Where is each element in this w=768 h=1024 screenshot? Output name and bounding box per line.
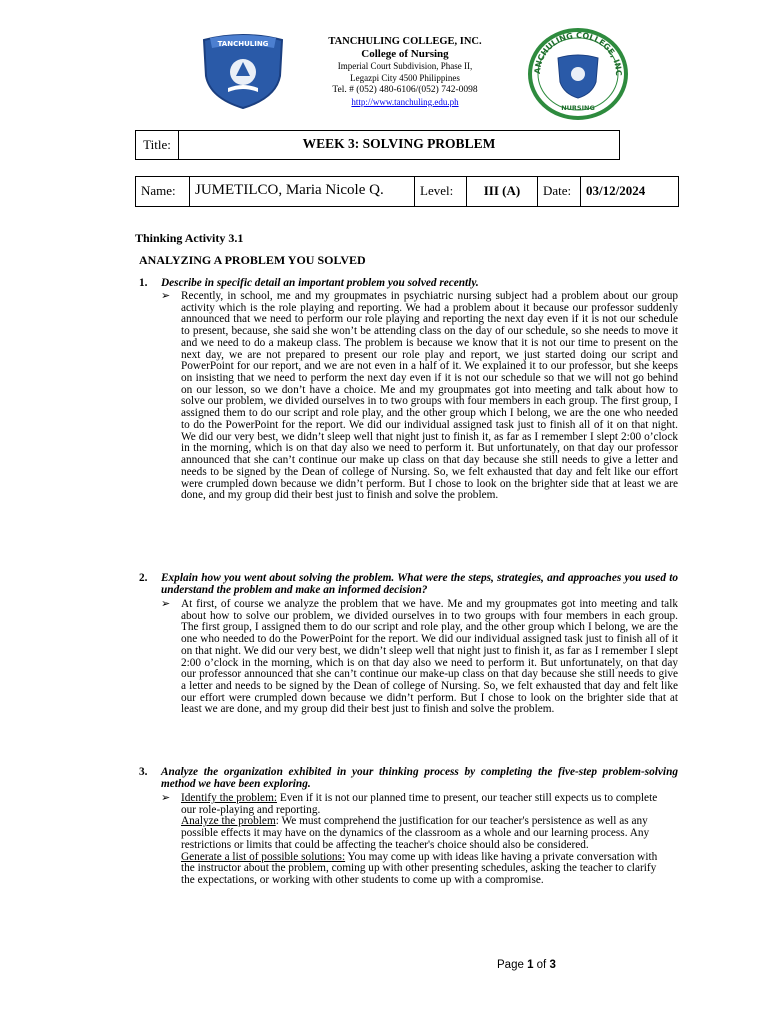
arrow-bullet-icon: ➢ — [161, 598, 171, 610]
institution-name: TANCHULING COLLEGE, INC. — [328, 36, 482, 47]
logo-left-text: TANCHULING — [217, 40, 269, 48]
step-generate — [181, 852, 666, 887]
question-2 — [139, 572, 678, 596]
document-title: WEEK 3: SOLVING PROBLEM — [302, 136, 496, 151]
question-text: Analyze the organization exhibited in your thinking process by completing the five-step problem-solving method we have been exploring. — [161, 766, 678, 790]
question-text: Explain how you went about solving the problem. What were the steps, strategies, and approaches you used to understand the problem and make an informed decision? — [161, 572, 678, 596]
student-name: JUMETILCO, Maria Nicole Q. — [190, 177, 415, 206]
question-1 — [139, 277, 681, 290]
title-table — [135, 130, 620, 160]
college-seal-right — [526, 28, 630, 120]
question-3 — [139, 766, 678, 790]
question-number: 1. — [139, 277, 148, 289]
seal-bottom-text: NURSING — [561, 104, 595, 112]
student-level: III (A) — [467, 177, 538, 206]
college-name: College of Nursing — [361, 48, 449, 60]
activity-subtitle: ANALYZING A PROBLEM YOU SOLVED — [139, 253, 366, 267]
address-line-1: Imperial Court Subdivision, Phase II, — [337, 61, 473, 71]
date-label: Date: — [538, 177, 581, 206]
activity-title: Thinking Activity 3.1 — [135, 231, 244, 245]
page-number: Page 1 of 3 — [497, 959, 556, 971]
website-link[interactable]: http://www.tanchuling.edu.ph — [351, 97, 459, 107]
level-label: Level: — [415, 177, 467, 206]
arrow-bullet-icon: ➢ — [161, 792, 171, 804]
step-label: Generate a list of possible solutions: — [181, 850, 346, 863]
answer-3 — [181, 793, 666, 887]
step-text: Even if it is not our planned time to present, our teacher still expects us to complete our role-playing and reporting. — [181, 792, 658, 816]
name-label: Name: — [136, 177, 190, 206]
letterhead — [300, 36, 510, 108]
seal-text: ANCHULING COLLEGE, INC — [532, 30, 624, 76]
college-logo-left — [198, 32, 288, 110]
step-identify — [181, 793, 666, 816]
submission-date: 03/12/2024 — [586, 183, 646, 198]
arrow-bullet-icon: ➢ — [161, 290, 171, 302]
step-label: Identify the problem: — [181, 792, 277, 804]
step-text: You may come up with ideas like having a private conversation with the instructor about the problem, coming up with other presenting schedules, asking the teacher to clarify the expectations, or working with other students to come up with a compromise. — [181, 850, 658, 887]
title-label: Title: — [136, 131, 179, 159]
question-number: 2. — [139, 572, 148, 584]
answer-1: Recently, in school, me and my groupmates in psychiatric nursing subject had a problem about our group activity which is the role playing and reporting. We had a problem about it because our professor suddenly announced that we need to perform our role playing and reporting the next day even if it is not our schedule to present, because, she said she won’t be attending class on the day of our schedule, so she needs to move it and we need to do a makeup class. The problem is because we know that it is not our time to present on the next day, we are not prepared to present our role play and report, we just started doing our script and PowerPoint for our report, and we are not even in a half of it. We explained it to our professor, but she keeps on insisting that we need to perform the next day even if it is not our schedule so that we will not go behind on our lesson, so we don’t have a choice. Me and my groupmates got into meeting and talk about how to solve our problem, we divided ourselves in to two groups with four members in each group. The first group, I assigned them to do our script and role play, and the other group which I belong, we are the one who needed to do the PowerPoint for the report. We did our individual assigned task just to finish all of it on that night. We did our very best, we didn’t sleep well that night just to finish it, as far as I remember I slept 2:00 o’clock in the morning, which is on that day also we need to perform it. But unfortunately, on that day our professor announced that she can’t continue our make up class on that day because she still needs to give a letter and needs to be signed by the Dean of college of Nursing. So, we felt exhausted that day and felt like our effort were crumpled down because we didn’t perform. But I chose to look on the brighter side that at least we are done, and my group did their best just to finish and solve the problem. — [181, 290, 678, 502]
address-line-2: Legazpi City 4500 Philippines — [350, 73, 460, 83]
step-label: Analyze the problem — [181, 815, 276, 828]
question-number: 3. — [139, 766, 148, 778]
answer-2: At first, of course we analyze the problem that we have. Me and my groupmates got into meeting and talk about how to solve our problem, we divided ourselves in to two groups with four members in each group. The first group, I assigned them to do our script and role play, and the other group which I belong, we are the one who needed to do the PowerPoint for the report. We did our individual assigned task just to finish all of it on that night. We did our very best, we didn’t sleep well that night just to finish it, as far as I remember I slept 2:00 o’clock in the morning, which is on that day also we need to perform it. But unfortunately, on that day our professor announced that she can’t continue our make-up class on that day because she still needs to give a letter and needs to be signed by the Dean of college of Nursing. So, we felt exhausted that day and felt like our effort were crumpled down because we didn’t perform. But I chose to look on the brighter side that at least we are done, and my group did their best just to finish and solve the problem. — [181, 598, 678, 716]
step-text: : We must comprehend the justification for our teacher's persistence as well as any possible effects it may have on the dynamics of the classroom as a whole and our learning process. Any restrictions or limits that could be affecting the teacher's choice should also be considered. — [181, 815, 650, 851]
question-text: Describe in specific detail an important problem you solved recently. — [161, 277, 479, 289]
student-info-table — [135, 176, 679, 207]
step-analyze — [181, 816, 666, 851]
telephone: Tel. # (052) 480-6106/(052) 742-0098 — [332, 85, 478, 95]
